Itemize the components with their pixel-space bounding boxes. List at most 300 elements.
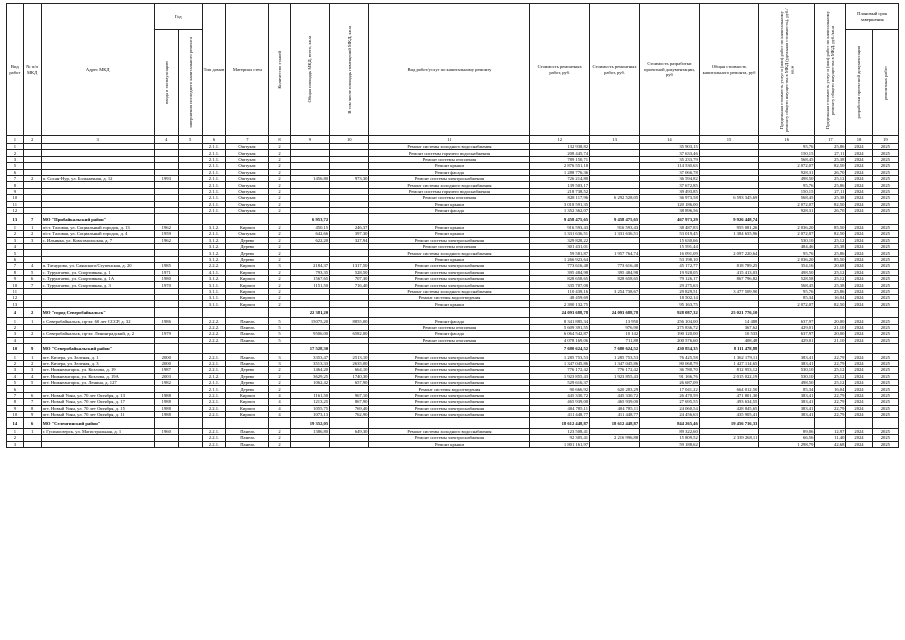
cell-floors: 4 [269, 399, 290, 405]
cell-house-type: 3.1.1. [202, 295, 226, 301]
cell-cost-design: 36 973,58 [640, 195, 700, 201]
cell-vid: 3 [7, 441, 24, 447]
cell-plan-works: 2025 [872, 324, 898, 330]
cell-wall: Кирпич [226, 399, 269, 405]
cell-num: 7 [23, 399, 41, 405]
cell-cost-total: 818 789,25 [699, 263, 759, 269]
cell-num: 4 [23, 373, 41, 379]
cell-cost-works: 776 172,42 [530, 367, 590, 373]
cell-plan-design: 2024 [846, 301, 872, 307]
spreadsheet [6, 3, 899, 448]
cell-vid: 1 [7, 354, 24, 360]
column-number-cell: 3 [41, 136, 154, 144]
cell-work: Ремонт системы электроснабжения [369, 405, 530, 411]
cell-house-type: 2.1.1. [202, 195, 226, 201]
cell-address: пгт. Кичера, ул. Зеленая, д. 3 [41, 360, 154, 366]
cell-work: Ремонт системы электроснабжения [369, 380, 530, 386]
cell-limit-cost: 27,11 [815, 188, 846, 194]
cell-address: г. Гусиноозерск, ул. Магистральная, д. 1 [41, 428, 154, 434]
cell-wall: Дерево [226, 256, 269, 262]
cell-work: Ремонт системы холодного водоснабжения [369, 144, 530, 150]
cell-num: 5 [23, 269, 41, 275]
cell-cost-design: 37 633,46 [640, 150, 700, 156]
cell-plan-design: 2024 [846, 156, 872, 162]
header-area-total: Общая площадь МКД, всего, кв.м [290, 4, 329, 136]
cell-cost-works: 1 266 923,64 [530, 256, 590, 262]
cell-limit-cost: 25,12 [815, 175, 846, 181]
cell-wall: Панель [226, 360, 269, 366]
cell-unit-cost: 1 298,79 [759, 441, 815, 447]
cell-plan-design: 2024 [846, 392, 872, 398]
cell-vid: 10 [7, 195, 24, 201]
cell-plan-design: 2024 [846, 169, 872, 175]
cell-plan-design: 2024 [846, 224, 872, 230]
cell-limit-cost: 85,50 [815, 224, 846, 230]
cell-unit-cost: 383,41 [759, 354, 815, 360]
cell-plan-works: 2025 [872, 428, 898, 434]
cell-year-built: 1979 [154, 331, 178, 337]
cell-num: 2 [23, 231, 41, 237]
cell-num: 6 [23, 275, 41, 281]
header-cost-works: Стоимость ремонтных работ, руб. [530, 4, 590, 136]
cell-unit-cost: 928,31 [759, 207, 815, 213]
cell-plan-design [846, 418, 872, 429]
cell-plan-design: 2024 [846, 380, 872, 386]
cell-plan-works: 2025 [872, 175, 898, 181]
cell-wall: Дерево [226, 367, 269, 373]
cell-cost-design: 15 630,66 [640, 237, 700, 243]
cell-limit-cost: 25,12 [815, 275, 846, 281]
cell-wall: Панель [226, 435, 269, 441]
cell-floors: 5 [269, 324, 290, 330]
cell-house-type [202, 307, 226, 318]
cell-limit-cost: 12,97 [815, 428, 846, 434]
column-number-cell: 18 [846, 136, 872, 144]
cell-cost-works: 90 666,92 [530, 386, 590, 392]
cell-address: пгт. Новый Уоян, ул. 70 лет Октября, д. 17 [41, 399, 154, 405]
cell-plan-design: 2024 [846, 399, 872, 405]
cell-house-type: 2.2.1. [202, 411, 226, 417]
cell-plan-design: 2024 [846, 435, 872, 441]
cell-floors [269, 418, 290, 429]
cell-work: Ремонт системы электроснабжения [369, 411, 530, 417]
cell-cost-design: 36 594,82 [640, 175, 700, 181]
cell-address: с. Турунтаево, ул. Спортивная, д. 1 [41, 269, 154, 275]
cell-floors: 2 [269, 295, 290, 301]
cell-vid: 13 [7, 214, 24, 225]
cell-limit-cost [815, 343, 846, 354]
cell-plan-works: 2025 [872, 243, 898, 249]
cell-plan-works: 2025 [872, 224, 898, 230]
cell-house-type: 2.1.1. [202, 386, 226, 392]
cell-plan-works: 2025 [872, 441, 898, 447]
cell-floors: 2 [269, 175, 290, 181]
cell-year-built [154, 441, 178, 447]
cell-vid: 1 [7, 224, 24, 230]
cell-plan-works [872, 307, 898, 318]
cell-plan-works: 2025 [872, 318, 898, 324]
cell-num: 2 [23, 331, 41, 337]
cell-area-living: 707,30 [330, 275, 369, 281]
cell-floors: 2 [269, 156, 290, 162]
cell-house-type: 2.1.1. [202, 188, 226, 194]
cell-year-built: 1982 [154, 380, 178, 386]
cell-vid: 7 [7, 392, 24, 398]
cell-unit-cost: 498,50 [759, 175, 815, 181]
cell-vid: 12 [7, 295, 24, 301]
cell-vid: 12 [7, 207, 24, 213]
cell-area-total: 6 953,72 [290, 214, 329, 225]
cell-cost-repair: 976,90 [590, 324, 640, 330]
cell-floors: 2 [269, 275, 290, 281]
cell-cost-works: 2 390 132,75 [530, 301, 590, 307]
cell-work: Ремонт системы электроснабжения [369, 269, 530, 275]
cell-unit-cost: 95,76 [759, 182, 815, 188]
cell-limit-cost: 25,86 [815, 144, 846, 150]
cell-area-total: 793,35 [290, 269, 329, 275]
cell-cost-design: 15 591,44 [640, 243, 700, 249]
cell-plan-design: 2024 [846, 428, 872, 434]
cell-limit-cost: 21,10 [815, 337, 846, 343]
cell-num: 1 [23, 318, 41, 324]
cell-house-type: 2.2.1. [202, 405, 226, 411]
cell-limit-cost: 85,50 [815, 256, 846, 262]
cell-area-living: 649,30 [330, 428, 369, 434]
cell-cost-total: 25 021 776,10 [699, 307, 759, 318]
cell-unit-cost: 2 036,20 [759, 224, 815, 230]
cell-work: Ремонт системы электроснабжения [369, 392, 530, 398]
cell-wall: Панель [226, 331, 269, 337]
cell-cost-total: 955 081,26 [699, 224, 759, 230]
cell-work [369, 307, 530, 318]
cell-cost-design: 19 928,05 [640, 269, 700, 275]
cell-num: 3 [23, 237, 41, 243]
cell-area-total: 19 352,05 [290, 418, 329, 429]
cell-house-type: 2.1.1. [202, 156, 226, 162]
cell-unit-cost: 637,97 [759, 318, 815, 324]
cell-cost-works: 529 616,37 [530, 380, 590, 386]
cell-cost-works: 123 508,41 [530, 428, 590, 434]
column-number-cell: 10 [330, 136, 369, 144]
cell-cost-repair: 1 957 764,74 [590, 250, 640, 256]
cell-plan-works: 2025 [872, 380, 898, 386]
cell-unit-cost: 150,15 [759, 150, 815, 156]
cell-cost-design: 39 493,85 [640, 188, 700, 194]
cell-area-total: 3629,25 [290, 373, 329, 379]
header-plan-works: ремонтных работ [872, 30, 898, 136]
cell-cost-design: 59 188,62 [640, 441, 700, 447]
cell-cost-repair: 776 172,42 [590, 367, 640, 373]
cell-cost-total: 367,62 [699, 324, 759, 330]
cell-vid: 6 [7, 386, 24, 392]
cell-area-living [330, 307, 369, 318]
cell-cost-design: 114 530,63 [640, 163, 700, 169]
cell-num: 1 [23, 428, 41, 434]
cell-limit-cost [815, 418, 846, 429]
cell-address: г. Северобайкальск, пр-кт. Ленинградский, д. 2 [41, 331, 154, 337]
cell-cost-total: 415 413,03 [699, 269, 759, 275]
cell-area-living: 8855,00 [330, 318, 369, 324]
cell-area-total: 1464,20 [290, 367, 329, 373]
cell-floors: 2 [269, 195, 290, 201]
column-number-cell: 15 [699, 136, 759, 144]
cell-cost-design: 37 066,78 [640, 169, 700, 175]
cell-cost-total: 2 015 022,19 [699, 373, 759, 379]
cell-wall: Оштукат. [226, 144, 269, 150]
cell-cost-design: 35 903,15 [640, 144, 700, 150]
cell-plan-design: 2024 [846, 144, 872, 150]
cell-floors: 2 [269, 373, 290, 379]
cell-year-built: 2000 [154, 360, 178, 366]
cell-limit-cost: 26,70 [815, 207, 846, 213]
column-number-cell: 8 [269, 136, 290, 144]
cell-cost-design: 89 322,60 [640, 428, 700, 434]
header-cost-repair: Стоимость ремонтных работ, руб. [590, 4, 640, 136]
header-cost-total: Общая стоимость капитального ремонта, руб [699, 4, 759, 136]
cell-floors: 2 [269, 163, 290, 169]
cell-cost-total: 664 012,50 [699, 386, 759, 392]
cell-plan-works: 2025 [872, 207, 898, 213]
cell-work: Ремонт крыши [369, 256, 530, 262]
cell-work: Ремонт фасада [369, 318, 530, 324]
cell-wall: Панель [226, 337, 269, 343]
cell-cost-design: 27 695,55 [640, 399, 700, 405]
cell-limit-cost: 82,50 [815, 163, 846, 169]
cell-house-type: 2.2.1. [202, 399, 226, 405]
cell-house-type: 2.2.2. [202, 337, 226, 343]
cell-limit-cost: 25,38 [815, 156, 846, 162]
cell-plan-design: 2024 [846, 337, 872, 343]
cell-year-built: 1960 [154, 428, 178, 434]
cell-cost-total: 2 097 220,64 [699, 250, 759, 256]
municipality-total-row [7, 214, 899, 225]
cell-address: п. Татаурово, ул. Саянского/Ступенская, д. 20 [41, 263, 154, 269]
cell-cost-total: 14 488 [699, 318, 759, 324]
header-house-type: Тип домов [202, 4, 226, 136]
cell-num: 3 [23, 367, 41, 373]
cell-unit-cost: 498,50 [759, 269, 815, 275]
cell-area-total: 642,66 [290, 231, 329, 237]
cell-floors: 2 [269, 256, 290, 262]
cell-plan-works: 2025 [872, 337, 898, 343]
cell-cost-design: 76 425,58 [640, 354, 700, 360]
cell-area-total: 1073,13 [290, 411, 329, 417]
cell-plan-works: 2025 [872, 275, 898, 281]
cell-plan-design: 2024 [846, 373, 872, 379]
cell-area-total: 3513,33 [290, 360, 329, 366]
cell-house-type: 3.1.1. [202, 288, 226, 294]
cell-vid: 14 [7, 418, 24, 429]
cell-cost-works: 395 484,98 [530, 269, 590, 275]
cell-vid: 4 [7, 337, 24, 343]
column-number-cell: 16 [759, 136, 815, 144]
cell-floors: 2 [269, 188, 290, 194]
cell-house-type: 4.1.1. [202, 269, 226, 275]
cell-unit-cost: 2 036,20 [759, 256, 815, 262]
cell-cost-works: 8 341 885,34 [530, 318, 590, 324]
cell-num: 2 [23, 307, 41, 318]
cell-cost-works: 465 939,00 [530, 399, 590, 405]
cell-plan-works: 2025 [872, 250, 898, 256]
cell-cost-design: 79 126,17 [640, 275, 700, 281]
cell-floors [269, 307, 290, 318]
cell-limit-cost: 25,86 [815, 250, 846, 256]
cell-year-built: 1980 [154, 275, 178, 281]
cell-floors: 5 [269, 331, 290, 337]
cell-area-living: 1740,30 [330, 373, 369, 379]
cell-vid: 13 [7, 301, 24, 307]
cell-cost-design: 24 060,54 [640, 405, 700, 411]
cell-house-type: 2.1.1. [202, 201, 226, 207]
cell-wall: Панель [226, 318, 269, 324]
cell-cost-works: 110 439,16 [530, 288, 590, 294]
cell-unit-cost: 89,06 [759, 428, 815, 434]
cell-num: 2 [23, 175, 41, 181]
cell-limit-cost: 25,12 [815, 373, 846, 379]
cell-wall [226, 343, 269, 354]
cell-house-type: 2.2.1. [202, 360, 226, 366]
column-number-cell: 5 [178, 136, 202, 144]
cell-floors: 2 [269, 435, 290, 441]
cell-limit-cost: 25,86 [815, 182, 846, 188]
cell-cost-design: 15 809,52 [640, 435, 700, 441]
cell-plan-design: 2024 [846, 175, 872, 181]
cell-vid: 1 [7, 318, 24, 324]
cell-floors: 2 [269, 428, 290, 434]
cell-cost-repair: 13 950 [590, 318, 640, 324]
cell-wall: Оштукат. [226, 195, 269, 201]
cell-area-living: 2513,10 [330, 354, 369, 360]
cell-wall: Дерево [226, 386, 269, 392]
cell-cost-works: 1 923 855,43 [530, 373, 590, 379]
cell-address: с. Турунтаево, ул. Спортивная, д. 1А [41, 275, 154, 281]
cell-wall: Кирпич [226, 405, 269, 411]
cell-wall: Оштукат. [226, 175, 269, 181]
cell-area-total: 2184,37 [290, 263, 329, 269]
cell-cost-design: 16 091,09 [640, 250, 700, 256]
cell-num: 7 [23, 214, 41, 225]
cell-wall: Оштукат. [226, 207, 269, 213]
cell-address: пгт. Нижнеангарск, ул. Козлова, д. 19 [41, 367, 154, 373]
cell-area-total: 1386,80 [290, 428, 329, 434]
cell-plan-works: 2025 [872, 301, 898, 307]
cell-floors [269, 214, 290, 225]
cell-year-built: 1993 [154, 175, 178, 181]
cell-limit-cost: 26,70 [815, 169, 846, 175]
cell-cost-repair: 3 254 738,67 [590, 288, 640, 294]
cell-cost-design: 17 041,22 [640, 386, 700, 392]
cell-vid: 3 [7, 156, 24, 162]
cell-limit-cost: 25,12 [815, 380, 846, 386]
cell-cost-works: 92 305,41 [530, 435, 590, 441]
cell-plan-works: 2025 [872, 150, 898, 156]
cell-house-type: 3.1.1. [202, 301, 226, 307]
cell-work: Ремонт крыши [369, 441, 530, 447]
cell-wall: Оштукат. [226, 150, 269, 156]
cell-cost-repair: 620 283,29 [590, 386, 640, 392]
repair-program-table [6, 3, 899, 448]
cell-wall: Панель [226, 441, 269, 447]
cell-cost-total: 435 905,41 [699, 411, 759, 417]
cell-vid: 3 [7, 331, 24, 337]
cell-vid: 8 [7, 399, 24, 405]
municipality-total-row [7, 418, 899, 429]
cell-floors: 2 [269, 182, 290, 188]
cell-plan-design: 2024 [846, 256, 872, 262]
cell-cost-works: 411 448,77 [530, 411, 590, 417]
cell-address: п/ст. Таловая, ул. Социальный городок, д. 4 [41, 231, 154, 237]
cell-cost-total: 867 796,82 [699, 275, 759, 281]
cell-cost-repair: 1 331 636,51 [590, 231, 640, 237]
cell-plan-works: 2025 [872, 263, 898, 269]
cell-cost-design: 38 487,83 [640, 224, 700, 230]
table-body [7, 144, 899, 448]
cell-cost-repair: 10 142 [590, 331, 640, 337]
cell-house-type: 3.1.2. [202, 275, 226, 281]
cell-limit-cost: 25,38 [815, 282, 846, 288]
cell-address: МО "Северобайкальский район" [41, 343, 154, 354]
cell-cost-works: 9 458 475,65 [530, 214, 590, 225]
cell-limit-cost: 25,12 [815, 237, 846, 243]
cell-area-living: 967,10 [330, 392, 369, 398]
cell-cost-repair: 6 292 528,05 [590, 195, 640, 201]
cell-plan-design: 2024 [846, 188, 872, 194]
cell-cost-works: 916 593,43 [530, 224, 590, 230]
cell-floors: 3 [269, 263, 290, 269]
cell-floors: 5 [269, 318, 290, 324]
cell-limit-cost: 25,38 [815, 195, 846, 201]
cell-plan-works: 2025 [872, 195, 898, 201]
cell-vid: 6 [7, 256, 24, 262]
cell-house-type [202, 214, 226, 225]
cell-floors: 2 [269, 288, 290, 294]
cell-work: Ремонт системы электроснабжения [369, 263, 530, 269]
cell-work: Ремонт системы электроснабжения [369, 282, 530, 288]
cell-house-type: 3.1.2. [202, 250, 226, 256]
cell-work: Ремонт системы электроснабжения [369, 237, 530, 243]
cell-cost-design: 275 836,72 [640, 324, 700, 330]
cell-work: Ремонт системы холодного водоснабжения [369, 250, 530, 256]
cell-unit-cost: 2 072,07 [759, 163, 815, 169]
cell-address: МО "Селенгинский район" [41, 418, 154, 429]
table-header [7, 4, 899, 144]
cell-plan-design: 2024 [846, 386, 872, 392]
cell-cost-works: 18 612 448,87 [530, 418, 590, 429]
cell-cost-total: 428 845,65 [699, 405, 759, 411]
cell-address: пгт. Новый Уоян, ул. 70 лет Октября, д. 13 [41, 392, 154, 398]
cell-limit-cost: 20,00 [815, 318, 846, 324]
cell-address: МО "город Северобайкальск" [41, 307, 154, 318]
cell-cost-works: 1 801 161,97 [530, 441, 590, 447]
cell-cost-design: 24 456,63 [640, 411, 700, 417]
cell-cost-repair: 1 923 855,43 [590, 373, 640, 379]
cell-area-living: 664,10 [330, 367, 369, 373]
cell-wall: Кирпич [226, 282, 269, 288]
cell-address: пгт. Новый Уоян, ул. 70 лет Октября, д. 15 [41, 405, 154, 411]
cell-cost-works: 828 658,65 [530, 275, 590, 281]
cell-unit-cost: 95,76 [759, 144, 815, 150]
cell-floors: 2 [269, 237, 290, 243]
cell-floors: 2 [269, 201, 290, 207]
cell-vid: 3 [7, 367, 24, 373]
cell-vid: 10 [7, 282, 24, 288]
cell-work: Ремонт системы водоотведения [369, 386, 530, 392]
cell-cost-total: 2 339 268,11 [699, 435, 759, 441]
cell-house-type [202, 418, 226, 429]
cell-plan-works: 2025 [872, 399, 898, 405]
cell-work: Ремонт системы горячего водоснабжения [369, 150, 530, 156]
cell-work [369, 418, 530, 429]
